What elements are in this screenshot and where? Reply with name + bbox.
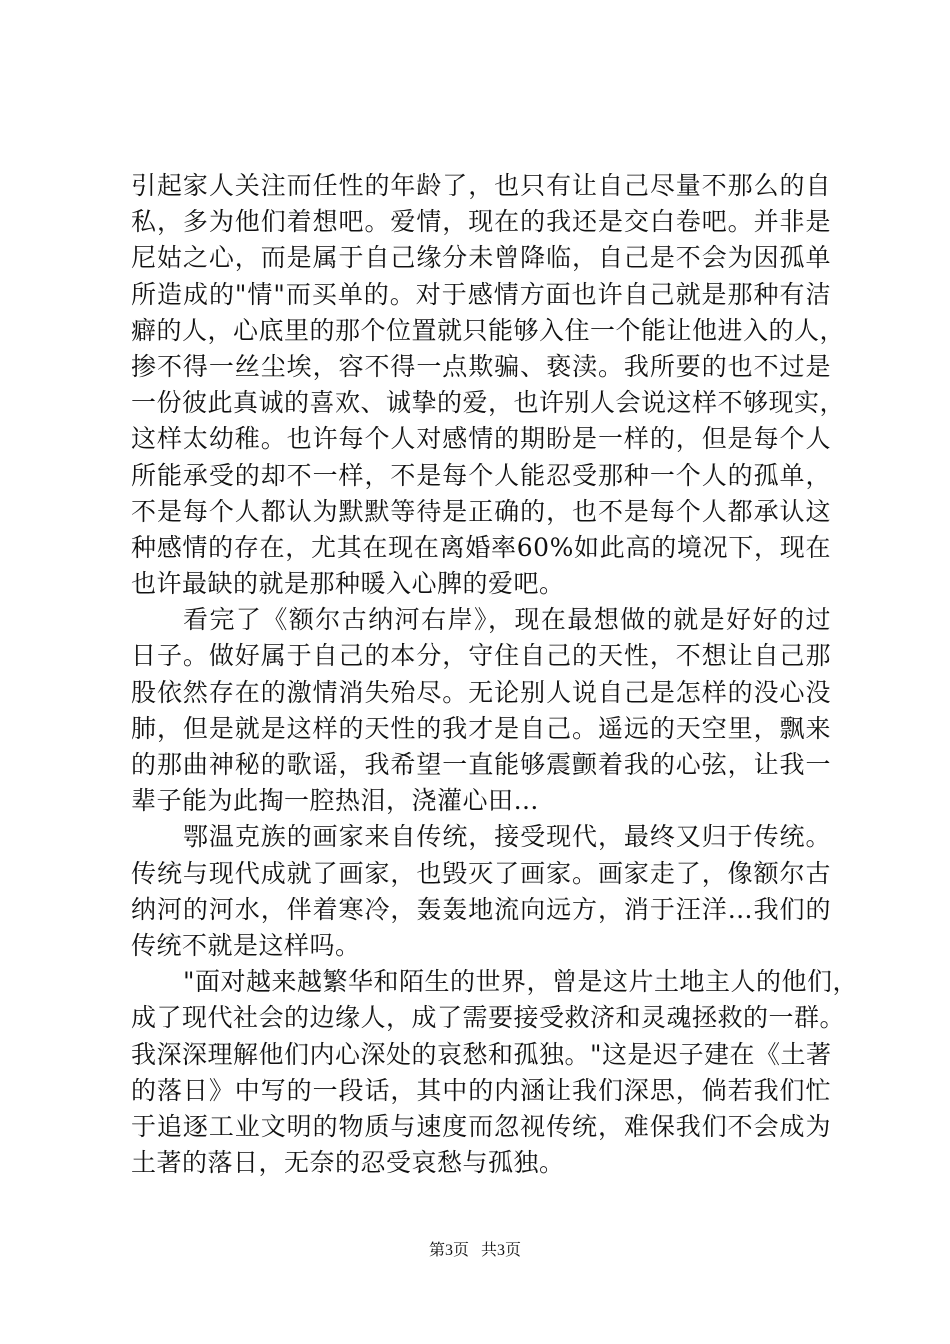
paragraph-1 bbox=[131, 168, 846, 602]
text-line: 鄂温克族的画家来自传统，接受现代，最终又归于传统。 bbox=[183, 822, 831, 852]
text-line: 引起家人关注而任性的年龄了，也只有让自己尽量不那么的自 bbox=[131, 171, 831, 200]
text-line: 辈子能为此掏一腔热泪，浇灌心田… bbox=[131, 786, 540, 816]
text-line: 的那曲神秘的歌谣，我希望一直能够震颤着我的心弦，让我一 bbox=[131, 750, 831, 779]
text-line: 于追逐工业文明的物质与速度而忽视传统，难保我们不会成为 bbox=[131, 1111, 831, 1141]
text-line: 看完了《额尔古纳河右岸》，现在最想做的就是好好的过 bbox=[183, 605, 831, 635]
paragraph-3 bbox=[131, 819, 831, 964]
text-line: 传统不就是这样吗。 bbox=[131, 930, 361, 960]
text-line: 的落日》中写的一段话，其中的内涵让我们深思，倘若我们忙 bbox=[131, 1075, 831, 1105]
text-line: 掺不得一丝尘埃，容不得一点欺骗、亵渎。我所要的也不过是 bbox=[131, 351, 831, 381]
page-separator bbox=[473, 1242, 477, 1259]
text-line: 一份彼此真诚的喜欢、诚挚的爱，也许别人会说这样不够现实， bbox=[131, 388, 846, 418]
text-line: 种感情的存在，尤其在现在离婚率60%如此高的境况下，现在 bbox=[131, 532, 831, 562]
text-line: 所造成的"情"而买单的。对于感情方面也许自己就是那种有洁 bbox=[131, 279, 831, 309]
text-line: "面对越来越繁华和陌生的世界，曾是这片土地主人的他们， bbox=[183, 967, 859, 997]
text-line: 我深深理解他们内心深处的哀愁和孤独。"这是迟子建在《土著 bbox=[131, 1039, 832, 1069]
text-line: 传统与现代成就了画家，也毁灭了画家。画家走了，像额尔古 bbox=[131, 858, 831, 888]
text-line: 癖的人，心底里的那个位置就只能够入住一个能让他进入的人， bbox=[131, 315, 846, 345]
text-line: 日子。做好属于自己的本分，守住自己的天性，不想让自己那 bbox=[131, 641, 831, 671]
page-total: 共3页 bbox=[481, 1242, 522, 1259]
page-number: 第3页 bbox=[428, 1242, 469, 1259]
text-line: 也许最缺的就是那种暖入心脾的爱吧。 bbox=[131, 569, 565, 599]
text-line: 土著的落日，无奈的忍受哀愁与孤独。 bbox=[131, 1148, 565, 1178]
text-line: 成了现代社会的边缘人，成了需要接受救济和灵魂拯救的一群。 bbox=[131, 1003, 846, 1033]
text-line: 不是每个人都认为默默等待是正确的，也不是每个人都承认这 bbox=[131, 496, 831, 526]
text-line: 这样太幼稚。也许每个人对感情的期盼是一样的，但是每个人 bbox=[131, 424, 831, 454]
page-footer bbox=[0, 1241, 950, 1261]
paragraph-4 bbox=[131, 964, 859, 1181]
text-line: 肺，但是就是这样的天性的我才是自己。遥远的天空里，飘来 bbox=[131, 713, 831, 743]
text-line: 纳河的河水，伴着寒冷，轰轰地流向远方，消于汪洋…我们的 bbox=[131, 894, 831, 924]
text-line: 私，多为他们着想吧。爱情，现在的我还是交白卷吧。并非是 bbox=[131, 207, 831, 237]
text-line: 尼姑之心，而是属于自己缘分未曾降临，自己是不会为因孤单 bbox=[131, 243, 831, 273]
paragraph-2 bbox=[131, 602, 831, 819]
text-line: 股依然存在的激情消失殆尽。无论别人说自己是怎样的没心没 bbox=[131, 677, 831, 707]
document-body bbox=[131, 168, 859, 1181]
text-line: 所能承受的却不一样，不是每个人能忍受那种一个人的孤单， bbox=[131, 460, 831, 490]
